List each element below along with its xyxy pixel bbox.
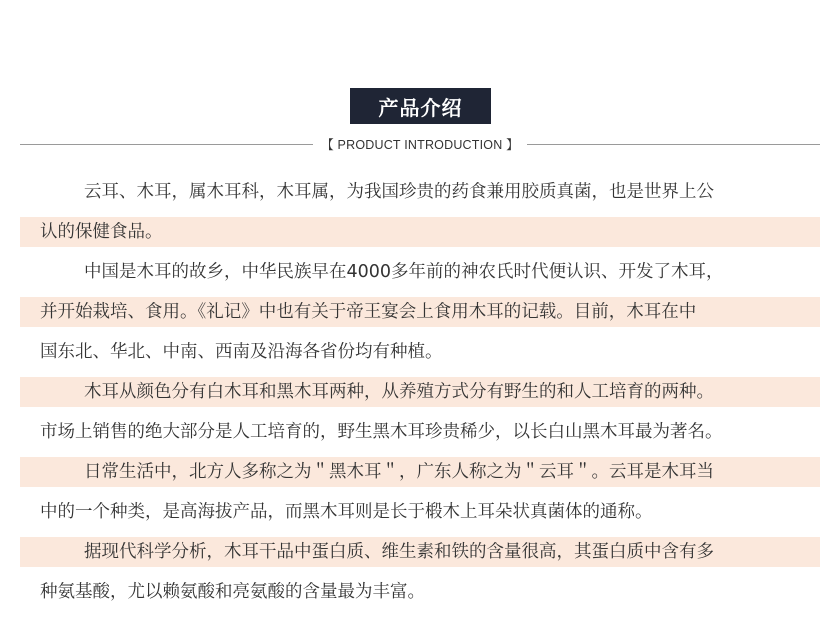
text-line: 认的保健食品。 [20, 217, 820, 247]
product-description [20, 177, 820, 617]
text-line: 种氨基酸，尤以赖氨酸和亮氨酸的含量最为丰富。 [40, 582, 425, 602]
text-line: 市场上销售的绝大部分是人工培育的，野生黑木耳珍贵稀少，以长白山黑木耳最为著名。 [40, 422, 723, 442]
divider-right [527, 144, 820, 145]
text-line: 中的一个种类，是高海拔产品，而黑木耳则是长于椴木上耳朵状真菌体的通称。 [40, 502, 653, 522]
text-line: 日常生活中，北方人多称之为＂黑木耳＂，广东人称之为＂云耳＂。云耳是木耳当 [20, 457, 820, 487]
section-subtitle-row [20, 134, 820, 154]
section-title: 产品介绍 [350, 88, 491, 124]
text-line: 中国是木耳的故乡，中华民族早在4000多年前的神农氏时代便认识、开发了木耳， [84, 262, 724, 282]
text-line: 并开始栽培、食用。《礼记》中也有关于帝王宴会上食用木耳的记载。目前，木耳在中 [20, 297, 820, 327]
text-line: 云耳、木耳，属木耳科，木耳属，为我国珍贵的药食兼用胶质真菌，也是世界上公 [84, 182, 714, 202]
divider-left [20, 144, 313, 145]
section-subtitle: 【 PRODUCT INTRODUCTION 】 [321, 138, 519, 152]
text-line: 国东北、华北、中南、西南及沿海各省份均有种植。 [40, 342, 443, 362]
text-line: 据现代科学分析，木耳干品中蛋白质、维生素和铁的含量很高，其蛋白质中含有多 [20, 537, 820, 567]
text-line: 木耳从颜色分有白木耳和黑木耳两种，从养殖方式分有野生的和人工培育的两种。 [20, 377, 820, 407]
